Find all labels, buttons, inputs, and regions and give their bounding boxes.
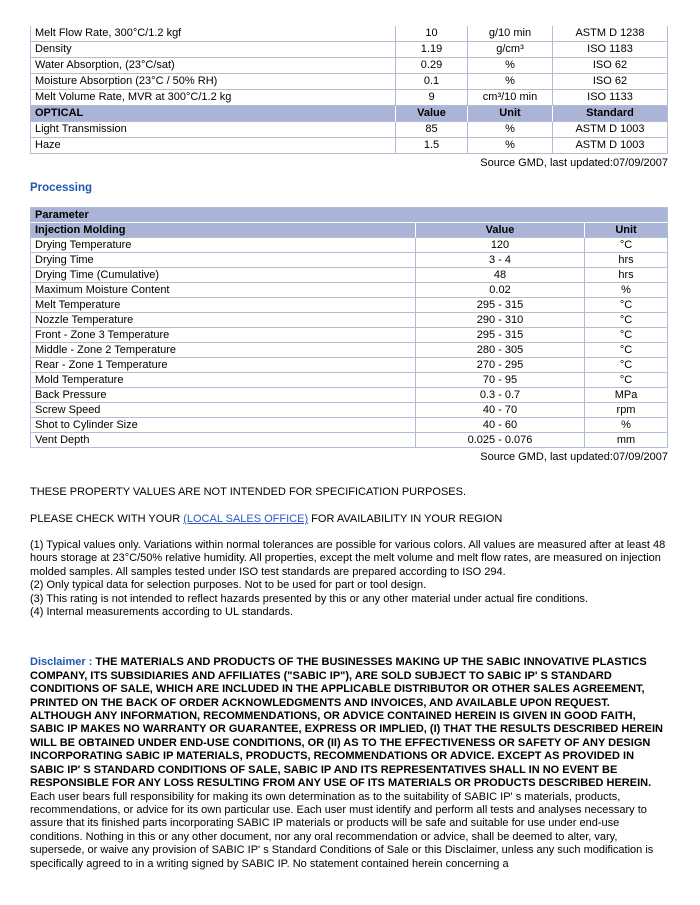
value-cell: 40 - 60 bbox=[416, 418, 585, 433]
processing-table bbox=[30, 207, 668, 448]
value-cell: 0.1 bbox=[396, 74, 468, 90]
value-cell: 10 bbox=[396, 26, 468, 42]
parameter-cell: Drying Time (Cumulative) bbox=[30, 268, 416, 283]
unit-cell: % bbox=[468, 122, 553, 138]
optical-section-header-row bbox=[30, 106, 668, 122]
parameter-cell: Melt Flow Rate, 300°C/1.2 kgf bbox=[30, 26, 396, 42]
unit-cell: °C bbox=[585, 313, 668, 328]
properties-table bbox=[30, 26, 668, 154]
column-header-value: Value bbox=[396, 106, 468, 122]
parameter-cell: Screw Speed bbox=[30, 403, 416, 418]
column-header-unit: Unit bbox=[585, 223, 668, 238]
value-cell: 0.02 bbox=[416, 283, 585, 298]
standard-cell: ISO 1133 bbox=[553, 90, 668, 106]
unit-cell: % bbox=[468, 138, 553, 154]
table-row bbox=[30, 328, 668, 343]
table-row bbox=[30, 358, 668, 373]
source-note: Source GMD, last updated:07/09/2007 bbox=[480, 451, 668, 463]
footnote: (4) Internal measurements according to UL standards. bbox=[30, 606, 294, 619]
value-cell: 1.19 bbox=[396, 42, 468, 58]
value-cell: 85 bbox=[396, 122, 468, 138]
parameter-cell: Drying Temperature bbox=[30, 238, 416, 253]
standard-cell: ISO 62 bbox=[553, 58, 668, 74]
table-row bbox=[30, 122, 668, 138]
value-cell: 295 - 315 bbox=[416, 298, 585, 313]
unit-cell: °C bbox=[585, 238, 668, 253]
processing-heading: Processing bbox=[30, 182, 92, 194]
disclaimer-bold-text: THE MATERIALS AND PRODUCTS OF THE BUSINESSES MAKING UP THE SABIC INNOVATIVE PLASTICS COMPANY, ITS SUBSIDIARIES AND AFFILIATES ("SABIC IP"), ARE SOLD SUBJECT TO SABIC IP' S STANDARD CONDITIONS OF SALE, WHICH ARE INCLUDED IN THE APPLICABLE DISTRIBUTOR OR OTHER SALES AGREEMENT, PRINTED ON THE BACK OF ORDER ACKNOWLEDGMENTS AND INVOICES, AND AVAILABLE UPON REQUEST. ALTHOUGH ANY INFORMATION, RECOMMENDATIONS, OR ADVICE CONTAINED HEREIN IS GIVEN IN GOOD FAITH, SABIC IP MAKES NO WARRANTY OR GUARANTEE, EXPRESS OR IMPLIED, (I) THAT THE RESULTS DESCRIBED HEREIN WILL BE OBTAINED UNDER END-USE CONDITIONS, OR (II) AS TO THE EFFECTIVENESS OR SAFETY OF ANY DESIGN INCORPORATING SABIC IP MATERIALS, PRODUCTS, RECOMMENDATIONS OR ADVICE. EXCEPT AS PROVIDED IN SABIC IP' S STANDARD CONDITIONS OF SALE, SABIC IP AND ITS REPRESENTATIVES SHALL IN NO EVENT BE RESPONSIBLE FOR ANY LOSS RESULTING FROM ANY USE OF ITS MATERIALS OR PRODUCTS DESCRIBED HEREIN. bbox=[30, 656, 663, 790]
disclaimer-regular-text: Each user bears full responsibility for making its own determination as to the suitability of SABIC IP' s materials, products, recommendations, or advice for its own particular use. Each user must identify and perform all tests and analyses necessary to assure that its finished parts incorporating SABIC IP materials or products will be safe and suitable for use under end-use conditions. Nothing in this or any other document, nor any oral recommendation or advice, shall be deemed to alter, vary, supersede, or waive any provision of SABIC IP' s Standard Conditions of Sale or this Disclaimer, unless any such modification is specifically agreed to in a writing signed by SABIC IP. No statement contained herein concerning a bbox=[30, 790, 654, 870]
parameter-cell: Drying Time bbox=[30, 253, 416, 268]
table-row bbox=[30, 42, 668, 58]
parameter-cell: Melt Temperature bbox=[30, 298, 416, 313]
footnote: (3) This rating is not intended to reflect hazards presented by this or any other material under actual fire conditions. bbox=[30, 592, 589, 605]
standard-cell: ISO 62 bbox=[553, 74, 668, 90]
table-row bbox=[30, 403, 668, 418]
section-title: OPTICAL bbox=[30, 106, 396, 122]
parameter-cell: Light Transmission bbox=[30, 122, 396, 138]
disclaimer-label: Disclaimer : bbox=[30, 656, 96, 669]
unit-cell: hrs bbox=[585, 268, 668, 283]
value-cell: 48 bbox=[416, 268, 585, 283]
table-row bbox=[30, 283, 668, 298]
standard-cell: ASTM D 1003 bbox=[553, 138, 668, 154]
parameter-cell: Middle - Zone 2 Temperature bbox=[30, 343, 416, 358]
parameter-cell: Density bbox=[30, 42, 396, 58]
value-cell: 70 - 95 bbox=[416, 373, 585, 388]
table-row bbox=[30, 373, 668, 388]
unit-cell: rpm bbox=[585, 403, 668, 418]
subsection-title: Injection Molding bbox=[30, 223, 416, 238]
parameter-cell: Vent Depth bbox=[30, 433, 416, 448]
unit-cell: g/cm³ bbox=[468, 42, 553, 58]
parameter-cell: Mold Temperature bbox=[30, 373, 416, 388]
value-cell: 0.025 - 0.076 bbox=[416, 433, 585, 448]
parameter-cell: Nozzle Temperature bbox=[30, 313, 416, 328]
unit-cell: cm³/10 min bbox=[468, 90, 553, 106]
standard-cell: ISO 1183 bbox=[553, 42, 668, 58]
unit-cell: g/10 min bbox=[468, 26, 553, 42]
availability-suffix: FOR AVAILABILITY IN YOUR REGION bbox=[308, 513, 503, 525]
parameter-cell: Haze bbox=[30, 138, 396, 154]
local-sales-office-link[interactable]: (LOCAL SALES OFFICE) bbox=[183, 513, 309, 525]
availability-prefix: PLEASE CHECK WITH YOUR bbox=[30, 513, 184, 525]
table-row bbox=[30, 268, 668, 283]
table-row bbox=[30, 298, 668, 313]
footnote: (1) Typical values only. Variations within normal tolerances are possible for various colors. All values are measured after at least 48 hours storage at 23°C/50% relative humidity. All properties, except the melt volume and melt flow rates, are measured on injection molded samples. All samples tested under ISO test standards are prepared according to ISO 294. bbox=[30, 539, 666, 578]
parameter-cell: Front - Zone 3 Temperature bbox=[30, 328, 416, 343]
table-row bbox=[30, 238, 668, 253]
table-row bbox=[30, 343, 668, 358]
value-cell: 290 - 310 bbox=[416, 313, 585, 328]
standard-cell: ASTM D 1238 bbox=[553, 26, 668, 42]
injection-molding-header-row bbox=[30, 223, 668, 238]
parameter-header: Parameter bbox=[30, 207, 668, 223]
unit-cell: hrs bbox=[585, 253, 668, 268]
unit-cell: °C bbox=[585, 358, 668, 373]
table-row bbox=[30, 253, 668, 268]
parameter-cell: Shot to Cylinder Size bbox=[30, 418, 416, 433]
unit-cell: °C bbox=[585, 343, 668, 358]
parameter-cell: Moisture Absorption (23°C / 50% RH) bbox=[30, 74, 396, 90]
parameter-cell: Water Absorption, (23°C/sat) bbox=[30, 58, 396, 74]
value-cell: 40 - 70 bbox=[416, 403, 585, 418]
specification-notice: THESE PROPERTY VALUES ARE NOT INTENDED FOR SPECIFICATION PURPOSES. bbox=[30, 486, 467, 498]
unit-cell: % bbox=[468, 58, 553, 74]
parameter-cell: Rear - Zone 1 Temperature bbox=[30, 358, 416, 373]
unit-cell: °C bbox=[585, 373, 668, 388]
parameter-cell: Maximum Moisture Content bbox=[30, 283, 416, 298]
unit-cell: MPa bbox=[585, 388, 668, 403]
source-note: Source GMD, last updated:07/09/2007 bbox=[480, 157, 668, 169]
unit-cell: °C bbox=[585, 298, 668, 313]
value-cell: 120 bbox=[416, 238, 585, 253]
table-row bbox=[30, 313, 668, 328]
value-cell: 295 - 315 bbox=[416, 328, 585, 343]
unit-cell: % bbox=[468, 74, 553, 90]
value-cell: 0.29 bbox=[396, 58, 468, 74]
value-cell: 0.3 - 0.7 bbox=[416, 388, 585, 403]
footnotes bbox=[30, 539, 670, 619]
table-row bbox=[30, 26, 668, 42]
availability-notice bbox=[30, 513, 668, 525]
column-header-unit: Unit bbox=[468, 106, 553, 122]
parameter-header-row bbox=[30, 207, 668, 223]
value-cell: 270 - 295 bbox=[416, 358, 585, 373]
table-row bbox=[30, 388, 668, 403]
unit-cell: mm bbox=[585, 433, 668, 448]
table-row bbox=[30, 433, 668, 448]
table-row bbox=[30, 90, 668, 106]
unit-cell: °C bbox=[585, 328, 668, 343]
table-row bbox=[30, 58, 668, 74]
column-header-value: Value bbox=[416, 223, 585, 238]
column-header-standard: Standard bbox=[553, 106, 668, 122]
unit-cell: % bbox=[585, 418, 668, 433]
table-row bbox=[30, 138, 668, 154]
value-cell: 3 - 4 bbox=[416, 253, 585, 268]
parameter-cell: Back Pressure bbox=[30, 388, 416, 403]
disclaimer-paragraph bbox=[30, 656, 670, 871]
value-cell: 280 - 305 bbox=[416, 343, 585, 358]
table-row bbox=[30, 74, 668, 90]
unit-cell: % bbox=[585, 283, 668, 298]
table-row bbox=[30, 418, 668, 433]
value-cell: 9 bbox=[396, 90, 468, 106]
parameter-cell: Melt Volume Rate, MVR at 300°C/1.2 kg bbox=[30, 90, 396, 106]
value-cell: 1.5 bbox=[396, 138, 468, 154]
standard-cell: ASTM D 1003 bbox=[553, 122, 668, 138]
footnote: (2) Only typical data for selection purposes. Not to be used for part or tool design. bbox=[30, 579, 427, 592]
